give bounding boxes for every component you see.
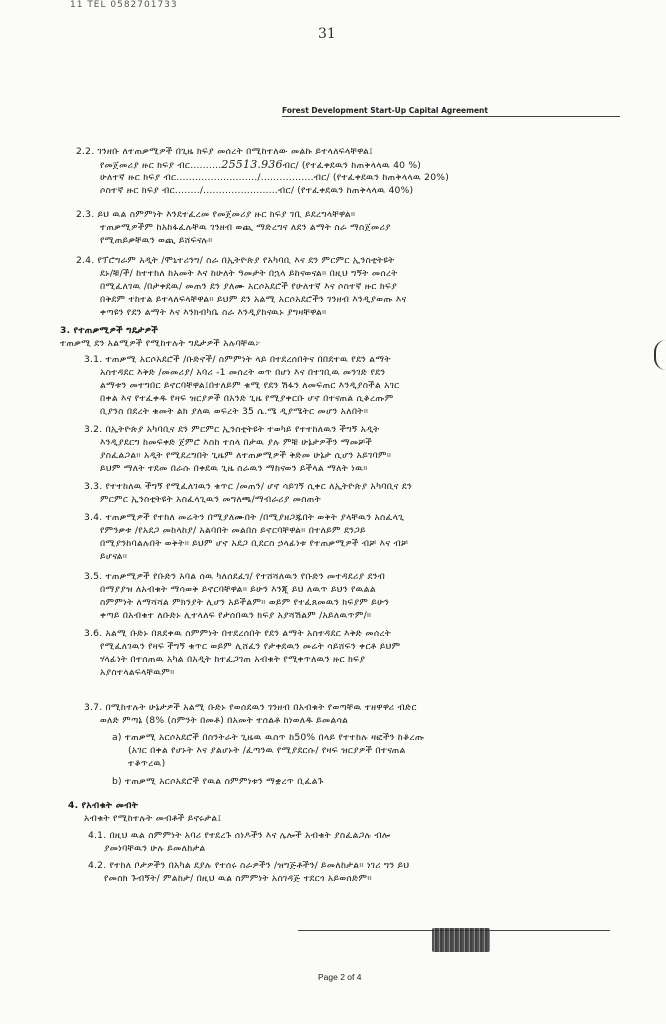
text-line — [84, 512, 404, 524]
text-line — [76, 146, 373, 158]
page-footer: Page 2 of 4 — [318, 972, 362, 982]
text-line — [88, 860, 409, 872]
text-line-content: በማያያዝ ለአብቁት ማሳወቅ ይኖርባቸዋል። ይሁን እንጂ ይህ ለዉጥ ይህን የዉልል — [100, 584, 376, 595]
text-line — [112, 732, 424, 744]
text-line-content: በቅደም ተከተል ይተላለፍላቸዋል። ይህም ደን አልሚ አርሶአደሮችን ገንዘብ እንዲያወጡ እና — [100, 294, 407, 305]
text-line-content: 2.4. የፕሮግራም አዲት /ሞኒተሪንግ/ ስራ በኢትዮጵያ የአካባቢ እና ደን ምርምር ኢንስቲትዩት — [76, 255, 395, 266]
text-line — [88, 830, 390, 842]
text-line — [100, 715, 348, 727]
text-line-content: የሚጠይቃቸዉን ወጪ ይሸፍናሉ። — [100, 235, 213, 246]
text-line — [100, 494, 321, 506]
text-line — [100, 450, 391, 462]
text-line — [100, 380, 399, 392]
text-line-content: 3.5. ተጠቃሚዎች የቡድን አባል ሰዉ ካለሰደፈገ/ የተሸሻለዉን የቡድን መተዳደሪያ ደንብ — [84, 571, 386, 582]
text-line-content: የመስክ ጉብኝት/ ምልከታ/ በዚህ ዉል ስምምነት አስገዳጅ ተደርጎ አይወሰድም። — [104, 873, 372, 884]
text-line-content: 2.2. ገንዘቡ ለተጠቃሚዎች በጊዜ ክፍያ መሰረት በሚከተለው መልኩ ይተላለፍላቸዋል፤ — [76, 146, 374, 157]
text-line-content: 4.2. የተከለ ቦታዎችን በአካል ደያሉ የተሰሩ ስራዎችን /ዝግጅቶችን/ ይመለከታል። ነገሪ ግን ይህ — [88, 860, 410, 871]
text-line-content: 3.3. የተተከለዉ ችግኝ የሚፈለገዉን ቁጥር /መጠን/ ሆኖ ሳይገኝ ሲቀር ለኢትዮጵያ አካባቢና ደን — [84, 481, 412, 492]
text-line — [100, 667, 175, 679]
text-line — [100, 406, 368, 418]
text-line-content: a) ተጠቃሚ አርሶአደሮች በስንትራት ጊዜዉ ዉስጥ ከ50% በላይ የተተከሉ ዛፎችን ከቆረጡ — [112, 732, 425, 743]
text-line-content: ተቆጥረዉ) — [128, 758, 166, 769]
text-line-content: 3.7. በሚከተሉት ሁኔታዎች አልሚ ቡድኑ የወሰደዉን ገንዘብ በአብቁት የወጣቸዉ ተዘዋዋሪ ብድር — [84, 702, 417, 713]
text-line — [100, 185, 413, 197]
text-line — [100, 654, 365, 666]
text-line-content: 3. የተጠቃሚዎች ግዴታዎች — [60, 325, 159, 336]
text-line-content: ደኑ/ቹ/ች/ ከተተከለ ከአመት እና ከሁለት ዓመታት በኋላ ይከናወናል። በዚህ ግኝት መሰረት — [100, 268, 398, 279]
text-line — [84, 481, 412, 493]
text-line-content: አብቁት የሚከተሉት መብቶች ይኖሩታል፤ — [84, 813, 222, 824]
text-line-content: 2.3. ይህ ዉል ስምምነት እንደተፈረመ የመጀመሪያ ዙር ክፍያ ገቢ ይደረግላቸዋል። — [76, 209, 356, 220]
text-line — [100, 268, 398, 280]
fax-header: 11 TEL 0582701733 — [70, 0, 178, 10]
text-line — [100, 172, 449, 184]
text-line-content: የሚፈለገዉን የዛፍ ችግኝ ቁጥር ወይም ሊሸፈን የታቀደዉን መሬት ሳይሸፍን ቀርቶ ይህም — [100, 641, 401, 652]
text-line-content: ቀጣይ በአብቁተ ለቡድኑ ሊተላለፍ የታሰበዉን ክፍያ አያሻሽልም /አይለዉጥም/። — [100, 610, 372, 621]
document-header: Forest Development Start-Up Capital Agreement — [282, 106, 620, 117]
text-line — [100, 159, 421, 172]
text-line-content: ተጠቃሚ ደን አልሚዎች የሚከተሉት ግዴታዎች አሉባቸዉ፦ — [60, 338, 261, 349]
text-line — [100, 307, 327, 319]
text-line — [100, 393, 394, 405]
text-line — [100, 551, 127, 563]
text-line-content: 3.6. አልሚ ቡድኑ በጸደቀዉ ስምምነት በተደረሰበት የደን ልማት አስተዳደር እቅድ መሰረት — [84, 628, 392, 639]
text-line-content: በሚፈለገዉ /በታቀደዉ/ መጠን ደን ያለሙ አርሶአደሮች የሁለተኛ እና ሶስተኛ ዙር ክፍያ — [100, 281, 398, 292]
text-line-content: ልማቱን መተግበር ይኖርባቸዋል፤በተለይም ቁሚ የደን ሽፋን ለመፍጠር እንዲያስችል አገር — [100, 380, 400, 391]
text-line — [76, 255, 395, 267]
text-line-content: ያስፈልጋል። አዲት የሚደረግበት ጊዜም ለተጠቃሚዎች ቅድመ ሁኔታ ሲሆን አይገባም። — [100, 450, 392, 461]
text-line-content: 3.4. ተጠቃሚዎች የተከለ መሬትን በሚያለሙበት /በሚያዘጋጁበት ወቅት ያላቸዉን አስፈላጊ — [84, 512, 405, 523]
text-line — [60, 325, 158, 337]
text-line-content: ቀጣዩን የደን ልማት እና እንክብካቤ ስራ እንዲያከናዉኑ ያግዛቸዋል። — [100, 307, 327, 318]
text-line-content: ሃላፊነት በተሰጠዉ አካል በአዲት ከተፈጋገጠ አብቁት የሚቀጥለዉን ዙር ክፍያ — [100, 654, 366, 665]
text-line-content: ስምምነት ለማሻሻል ምክንያት ሊሆን አይችልም። ወይም የተፈጸመዉን ክፍያም ይሁን — [100, 597, 390, 608]
margin-bracket — [654, 340, 666, 370]
text-line — [100, 597, 389, 609]
text-line — [84, 628, 391, 640]
text-line-content: ወለድ ምጣኔ (8% (ስምንት በመቶ) በአመት ተሰልቶ ከነወለዱ ይመልሳል — [100, 715, 349, 726]
text-line — [128, 758, 165, 770]
text-line-content: አያስተላልፍላቸዉም። — [100, 667, 175, 678]
text-line-tail: ብር/ (የተፈቀደዉን ከጠቅላላዉ 40 %) — [282, 160, 422, 171]
text-line-content: 4.1. በዚህ ዉል ስምምነት አባሪ የተደረጉ ሰነዶችን እና ሌሎች አብቁት ያስፈልጋሉ ብሎ — [88, 830, 391, 841]
text-line — [100, 222, 391, 234]
text-line-content: 4. የአብቁት መብት — [68, 800, 139, 811]
text-line — [100, 367, 385, 379]
text-line-content: እንዲያደርግ ከመፍቀድ ጀምሮ እስከ ተስላ በታዉ ያሉ ምቹ ሁኔታዎችን ማመቻች — [100, 437, 373, 448]
text-line — [128, 745, 406, 757]
text-line-content: ይህም ማለት ተደመ በራሱ በቀደዉ ጊዜ ስራዉን ማከናወን ይችላል ማለት ነዉ። — [100, 463, 368, 474]
text-line-content: ምርምር ኢንስቲትዩት አስፈላጊዉን መግለጫ/ማብራሪያ መስጠት — [100, 494, 322, 505]
text-line-content: የመጀመሪያ ዙር ክፍያ ብር.......... — [100, 160, 222, 171]
text-line — [100, 525, 366, 537]
text-line-content: በሚያንከባልሉበት ወቅት። ይህም ሆኖ አደጋ ቢደርስ ኃላፊነቱ የተጠቃሚዎች ብቻ እና ብቻ — [100, 538, 409, 549]
text-line — [100, 641, 400, 653]
text-line — [104, 873, 372, 885]
text-line — [100, 610, 371, 622]
text-line — [100, 584, 376, 596]
text-line-content: 3.1. ተጠቃሚ አርሶአደሮች /ቡድኖች/ ስምምነት ላይ በተደረሰበትና በበደተዉ የደን ልማት — [84, 354, 391, 365]
stamp-block — [432, 928, 490, 952]
text-line-content: ተጠቃሚዎችም ከአከፋፈሉቸዉ ገንዘብ ወጪ ማድረግና ለደን ልማት ስራ ማስጀመሪያ — [100, 222, 391, 233]
text-line-content: ሁለተኛ ዙር ክፍያ ብር........................../.................ብር/ (የተፈቀደዉን ከጠቅላላዉ 20%) — [100, 172, 449, 183]
text-line — [84, 702, 417, 714]
text-line — [100, 281, 397, 293]
text-line — [100, 437, 372, 449]
text-line — [104, 843, 206, 855]
text-line — [112, 776, 324, 788]
text-line-content: ሶስተኛ ዙር ክፍያ ብር......../........................ብር/ (የተፈቀደዉን ከጠቅላላዉ 40%) — [100, 185, 414, 196]
text-line — [60, 338, 261, 350]
text-line-content: (አገር በቀል የሆኑት እና ያልሆኑት /ፈጣንዉ የሚያደርሱ/ የዛፍ ዝርያዎች በተናጠል — [128, 745, 406, 756]
text-line — [100, 235, 213, 247]
text-line-content: b) ተጠቃሚ አርሶአደሮች የዉል ስምምነቱን ማቋረጥ ቢፈልጉ — [112, 776, 324, 787]
text-line — [84, 813, 221, 825]
text-line — [84, 424, 380, 436]
text-line-content: በቀል እና የተፈቀዱ የዛፍ ዝርያዎች በአንድ ጊዜ የሚያቀርቡ ሆኖ በተናጠል ሲቆረጡም — [100, 393, 394, 404]
handwritten-page-mark: 31 — [318, 26, 336, 42]
text-line — [84, 571, 385, 583]
text-line — [68, 800, 138, 812]
text-line-content: ቢያንስ በደረት ቁመት ልክ ያለዉ ወፍረት 35 ሴ.ሜ ዲያሜትር መሆን አለበት። — [100, 406, 369, 417]
text-line — [100, 294, 407, 306]
text-line — [100, 538, 408, 550]
text-line — [84, 354, 391, 366]
text-line-content: 3.2. በኢትዮጵያ አካባቢና ደን ምርምር ኢንስቲትዩት ተወካይ የተተከለዉን ችግኝ አዲት — [84, 424, 380, 435]
text-line-content: ይሆናል። — [100, 551, 128, 562]
text-line — [76, 209, 355, 221]
text-line-content: የምንቃቱ /የአደጋ መከላከያ/ አልባበት መልበስ ይኖርባቸዋል። በተለይም ደንጋይ — [100, 525, 366, 536]
text-line-content: አስተዳደር እቅድ /መመሪያ/ አባሪ -1 መሰረት ወጥ በሆነ እና በተገቢዉ መንገድ የደን — [100, 367, 386, 378]
text-line — [100, 463, 368, 475]
text-line-content: ያመነባቸዉን ሁሉ ይመለከታል — [104, 843, 206, 854]
handwritten-amount: 25513.936 — [221, 159, 283, 171]
